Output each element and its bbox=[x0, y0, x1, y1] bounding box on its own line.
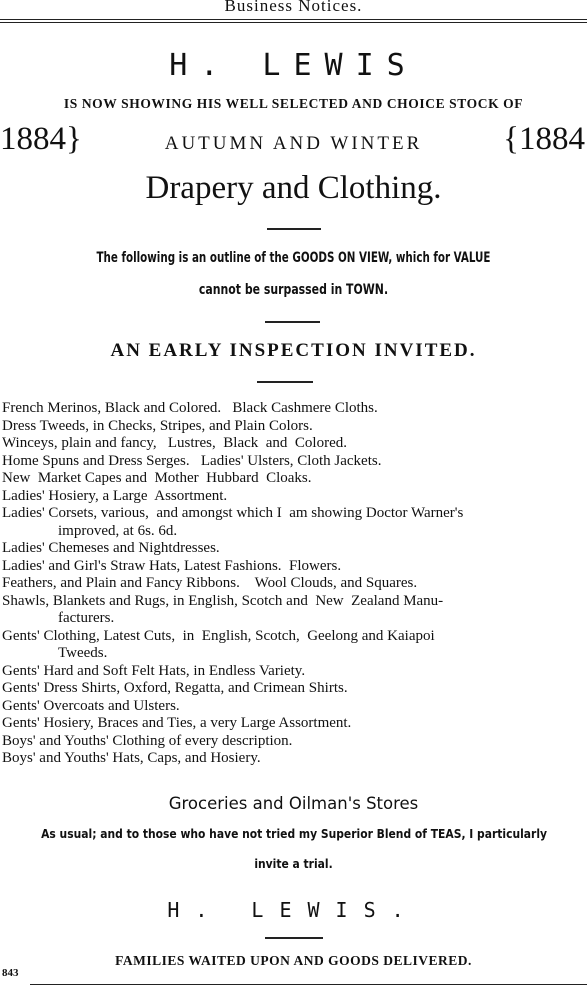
list-item: Dress Tweeds, in Checks, Stripes, and Plain Colors. bbox=[2, 417, 313, 434]
list-item: French Merinos, Black and Colored. Black Cashmere Cloths. bbox=[2, 400, 378, 416]
list-item: Feathers, and Plain and Fancy Ribbons. Wool Clouds, and Squares. bbox=[2, 575, 418, 591]
list-item: Boys' and Youths' Hats, Caps, and Hosiery. bbox=[2, 750, 261, 766]
groceries-heading: Groceries and Oilman's Stores bbox=[168, 794, 419, 813]
list-item: Ladies' Corsets, various, and amongst which I am showing Doctor Warner's bbox=[2, 505, 464, 521]
list-item: Boys' and Youths' Clothing of every description. bbox=[2, 732, 293, 749]
footer-rule bbox=[30, 984, 587, 985]
list-item: Ladies' Chemeses and Nightdresses. bbox=[2, 540, 220, 556]
header-rule bbox=[0, 19, 587, 20]
list-item: Gents' Hard and Soft Felt Hats, in Endless Variety. bbox=[2, 662, 306, 679]
divider-rule bbox=[265, 321, 320, 323]
list-item: Home Spuns and Dress Serges. Ladies' Ulsters, Cloth Jackets. bbox=[2, 452, 382, 469]
invite-line: invite a trial. bbox=[254, 856, 333, 871]
page-number: 843 bbox=[2, 967, 19, 979]
list-item: Shawls, Blankets and Rugs, in English, Scotch and New Zealand Manu- bbox=[2, 592, 444, 609]
inspection-line: AN EARLY INSPECTION INVITED. bbox=[110, 340, 477, 361]
teas-line: As usual; and to those who have not tried my Superior Blend of TEAS, I particularly bbox=[41, 826, 548, 841]
list-item: Gents' Overcoats and Ulsters. bbox=[2, 697, 180, 714]
list-item: Ladies' and Girl's Straw Hats, Latest Fashions. Flowers. bbox=[2, 557, 342, 574]
list-item: New Market Capes and Mother Hubbard Cloaks. bbox=[2, 470, 312, 486]
list-item-continuation: Tweeds. bbox=[58, 645, 108, 661]
list-item: Gents' Dress Shirts, Oxford, Regatta, and Crimean Shirts. bbox=[2, 680, 348, 696]
section-header: Business Notices. bbox=[224, 0, 363, 15]
list-item: Ladies' Hosiery, a Large Assortment. bbox=[2, 487, 228, 504]
list-item: Gents' Clothing, Latest Cuts, in English, Scotch, Geelong and Kaiapoi bbox=[2, 627, 435, 644]
showing-line: IS NOW SHOWING HIS WELL SELECTED AND CHOICE STOCK OF bbox=[63, 96, 524, 111]
header-rule-thin bbox=[0, 22, 587, 23]
headline: Drapery and Clothing. bbox=[145, 170, 442, 206]
season-line: AUTUMN AND WINTER bbox=[164, 133, 423, 154]
list-item: Gents' Hosiery, Braces and Ties, a very Large Assortment. bbox=[2, 715, 352, 731]
goods-list bbox=[2, 400, 587, 768]
delivery-line: FAMILIES WAITED UPON AND GOODS DELIVERED. bbox=[115, 953, 472, 968]
divider-rule bbox=[257, 381, 313, 383]
merchant-name: H. LEWIS bbox=[169, 48, 418, 83]
merchant-name-footer: H. LEWIS. bbox=[167, 898, 420, 922]
outline-line-2: cannot be surpassed in TOWN. bbox=[198, 282, 389, 298]
list-item-continuation: improved, at 6s. 6d. bbox=[58, 522, 178, 539]
year-right: {1884 bbox=[503, 121, 585, 157]
divider-rule bbox=[267, 228, 321, 230]
list-item-continuation: facturers. bbox=[58, 610, 115, 626]
list-item: Winceys, plain and fancy, Lustres, Black and Colored. bbox=[2, 435, 347, 451]
divider-rule bbox=[265, 937, 323, 939]
outline-line-1: The following is an outline of the GOODS ON VIEW, which for VALUE bbox=[96, 250, 491, 266]
year-left: 1884} bbox=[0, 121, 82, 157]
